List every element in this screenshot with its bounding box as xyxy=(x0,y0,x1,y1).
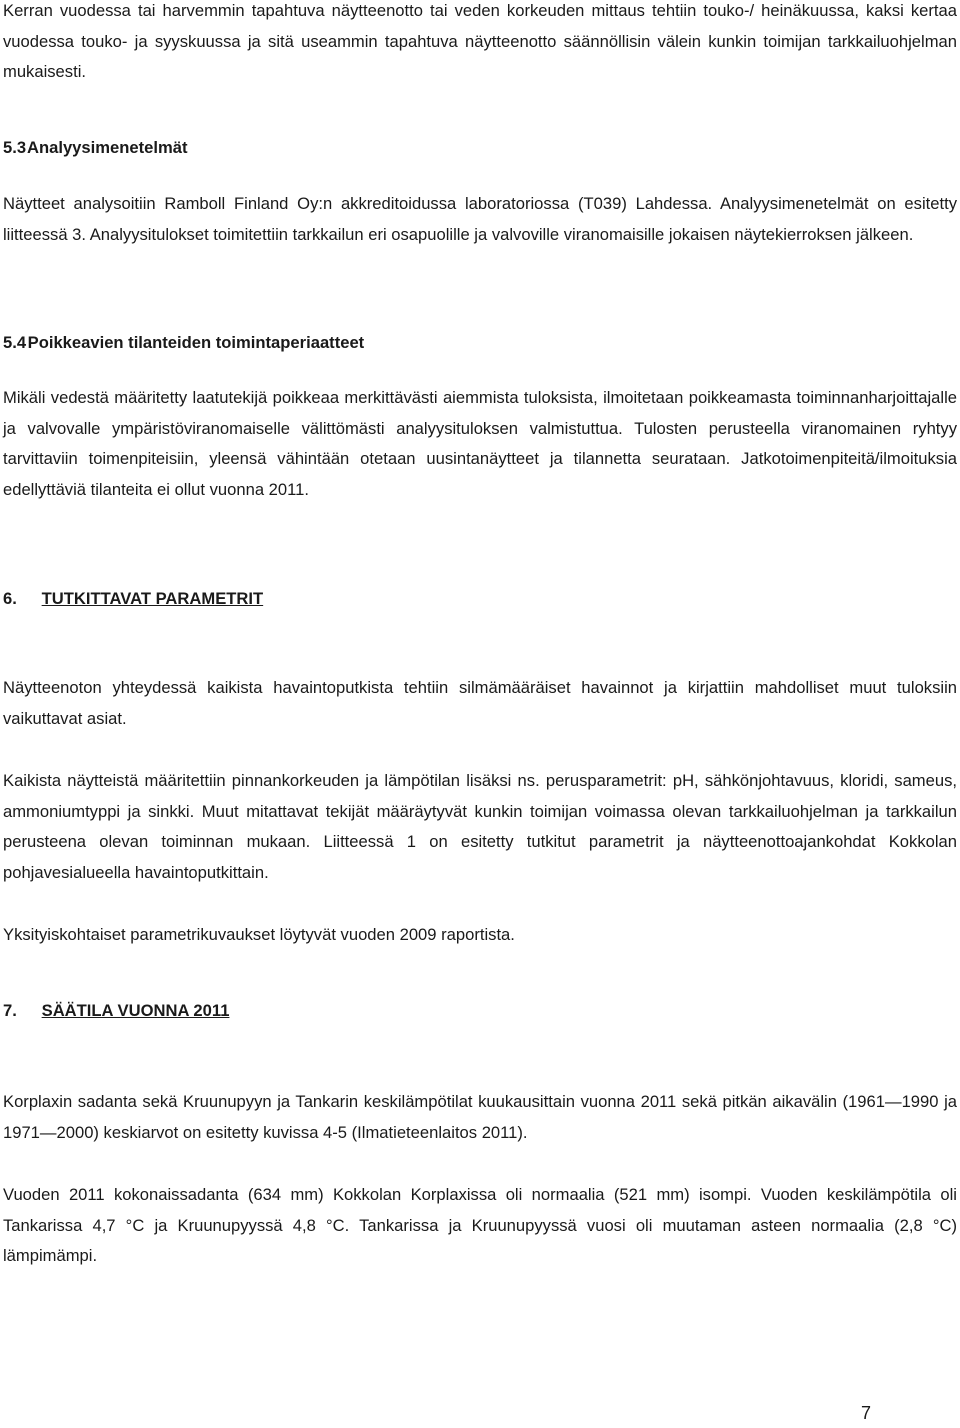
section-title: Analyysimenetelmät xyxy=(27,138,188,157)
section-number: 7. xyxy=(3,1001,17,1020)
page-number: 7 xyxy=(861,1403,872,1423)
section-7-heading xyxy=(3,996,229,1026)
section-title: SÄÄTILA VUONNA 2011 xyxy=(41,1001,230,1020)
section-6-heading xyxy=(3,584,263,614)
weather-paragraph-1: Korplaxin sadanta sekä Kruunupyyn ja Tankarin keskilämpötilat kuukausittain vuonna 2011 sekä pitkän aikavälin (1961—1990 ja 1971—2000) keskiarvot on esitetty kuvissa 4-5 (Ilmatieteenlaitos 2011). xyxy=(3,1092,957,1142)
params-paragraph-2: Kaikista näytteistä määritettiin pinnankorkeuden ja lämpötilan lisäksi ns. perusparametrit: pH, sähkönjohtavuus, kloridi, sameus, ammoniumtyppi ja sinkki. Muut mitattavat tekijät määräytyvät kunkin toimijan voimassa olevan tarkkailuohjelman ja tarkkailun perusteena olevan toiminnan mukaan. Liitteessä 1 on esitetty tutkitut parametrit ja näytteenottoajankohdat Kokkolan pohjavesialueella havaintoputkittain. xyxy=(3,771,957,882)
intro-paragraph: Kerran vuodessa tai harvemmin tapahtuva näytteenotto tai veden korkeuden mittaus tehtiin touko-/ heinäkuussa, kaksi kertaa vuodessa touko- ja syyskuussa ja sitä useammin tapahtuva näytteenotto säännöllisin välein kunkin toimijan tarkkailuohjelman mukaisesti. xyxy=(3,1,957,81)
section-number: 6. xyxy=(3,589,17,608)
section-number: 5.4 xyxy=(3,333,27,352)
section-number: 5.3 xyxy=(3,138,27,157)
params-paragraph-1: Näytteenoton yhteydessä kaikista havaintoputkista tehtiin silmämääräiset havainnot ja kirjattiin mahdolliset muut tuloksiin vaikuttavat asiat. xyxy=(3,678,957,728)
weather-paragraph-2: Vuoden 2011 kokonaissadanta (634 mm) Kokkolan Korplaxissa oli normaalia (521 mm) isompi. Vuoden keskilämpötila oli Tankarissa 4,7 °C ja Kruunupyyssä 4,8 °C. Tankarissa ja Kruunupyyssä vuosi oli muutaman asteen normaalia (2,8 °C) lämpimämpi. xyxy=(3,1185,957,1265)
section-5-3-heading xyxy=(3,133,187,163)
section-title: Poikkeavien tilanteiden toimintaperiaatteet xyxy=(27,333,365,352)
section-title: TUTKITTAVAT PARAMETRIT xyxy=(41,589,264,608)
params-paragraph-3: Yksityiskohtaiset parametrikuvaukset löytyvät vuoden 2009 raportista. xyxy=(3,925,515,944)
analysis-paragraph: Näytteet analysoitiin Ramboll Finland Oy:n akkreditoidussa laboratoriossa (T039) Lahdessa. Analyysimenetelmät on esitetty liitteessä 3. Analyysitulokset toimitettiin tarkkailun eri osapuolille ja valvoville viranomaisille jokaisen näytekierroksen jälkeen. xyxy=(3,194,957,244)
deviation-paragraph: Mikäli vedestä määritetty laatutekijä poikkeaa merkittävästi aiemmista tuloksista, ilmoitetaan poikkeamasta toiminnanharjoittajalle ja valvovalle ympäristöviranomaiselle välittömästi analyysituloksen valmistuttua. Tulosten perusteella viranomainen ryhtyy tarvittaviin toimenpiteisiin, yleensä vähintään otetaan uusintanäytteet ja tilannetta seurataan. Jatkotoimenpiteitä/ilmoituksia edellyttäviä tilanteita ei ollut vuonna 2011. xyxy=(3,388,957,499)
section-5-4-heading xyxy=(3,328,364,358)
